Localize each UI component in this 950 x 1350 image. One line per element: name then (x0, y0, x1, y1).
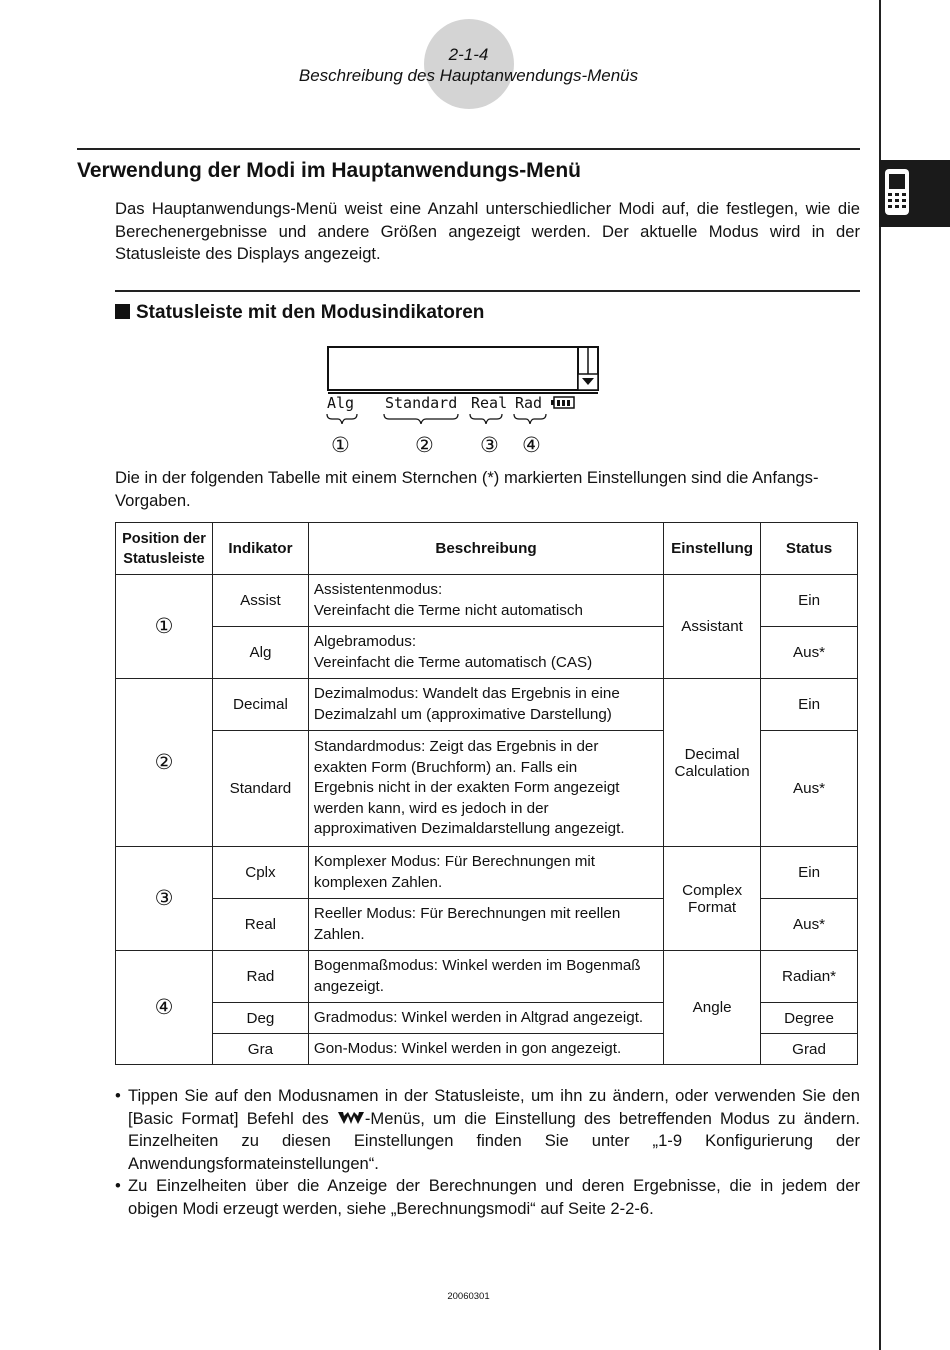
indicator-cell: Standard (212, 731, 308, 847)
indicator-cell: Real (212, 899, 308, 951)
bullet-item (115, 1085, 860, 1175)
modes-table (115, 522, 858, 1065)
description-cell: Gon-Modus: Winkel werden in gon angezeigt. (308, 1034, 663, 1065)
description-cell: Standardmodus: Zeigt das Ergebnis in der exakten Form (Bruchform) an. Falls ein Ergebnis nicht in der exakten Form angezeigt werden kann, wird es jedoch in der approximativen Dezimaldarstellung angezeigt. (308, 731, 663, 847)
indicator-cell: Assist (212, 575, 308, 627)
indicator-cell: Cplx (212, 847, 308, 899)
bullet-2-text: Zu Einzelheiten über die Anzeige der Berechnungen und deren Ergebnisse, die in jedem der obigen Modi erzeugt werden, siehe „Berechnungsmodi“ auf Seite 2-2-6. (128, 1176, 860, 1218)
subheading-rule (115, 290, 860, 292)
status-cell: Ein (761, 575, 858, 627)
status-cell: Aus* (761, 627, 858, 679)
status-cell: Degree (761, 1003, 858, 1034)
description-cell: Gradmodus: Winkel werden in Altgrad angezeigt. (308, 1003, 663, 1034)
indicator-standard: Standard (385, 394, 458, 412)
description-cell: Bogenmaßmodus: Winkel werden im Bogenmaß angezeigt. (308, 951, 663, 1003)
header-status: Status (761, 523, 858, 575)
indicator-cell: Deg (212, 1003, 308, 1034)
footer-code: 20060301 (447, 1291, 490, 1302)
heading-rule (77, 148, 860, 150)
bullet-list (115, 1085, 860, 1220)
bullet-1-text-a: Tippen Sie auf den Modusnamen in der Statusleiste, um ihn zu ändern, oder verwenden Sie den [Basic Format] Befehl des (128, 1086, 860, 1128)
table-row (116, 951, 858, 1003)
setting-cell: Assistant (664, 575, 761, 679)
bullet-item (115, 1175, 860, 1220)
square-bullet-icon (115, 304, 130, 319)
status-bar-figure (320, 344, 610, 424)
position-cell: ③ (116, 847, 213, 951)
callout-4: ④ (522, 434, 541, 457)
calculator-icon (884, 168, 910, 216)
indicator-cell: Gra (212, 1034, 308, 1065)
indicator-rad: Rad (515, 394, 543, 412)
page-heading: Verwendung der Modi im Hauptanwendungs-Menü (77, 159, 582, 182)
callout-1: ① (331, 434, 350, 457)
brace-3 (470, 414, 502, 424)
bullet-1-text-b: -Menüs, um die Einstellung des betreffenden Modus zu ändern. Einzelheiten zu diesen Einstellungen finden Sie unter „1-9 Konfigurierung der Anwendungsformateinstellungen“. (128, 1108, 860, 1173)
callout-3: ③ (480, 434, 499, 457)
bullet-dot: • (115, 1086, 121, 1105)
subheading (115, 302, 484, 324)
description-cell: Assistentenmodus: Vereinfacht die Terme nicht automatisch (308, 575, 663, 627)
section-title: Beschreibung des Hauptanwendungs-Menüs (298, 66, 639, 85)
intro-paragraph: Das Hauptanwendungs-Menü weist eine Anzahl unterschiedlicher Modi auf, die festlegen, wie die Berechenergebnisse und andere Größen angezeigt werden. Der aktuelle Modus wird in der Statusleiste des Displays angezeigt. (115, 199, 860, 263)
callout-2: ② (415, 434, 434, 457)
description-cell: Komplexer Modus: Für Berechnungen mit komplexen Zahlen. (308, 847, 663, 899)
header-indicator: Indikator (212, 523, 308, 575)
indicator-cell: Rad (212, 951, 308, 1003)
status-cell: Grad (761, 1034, 858, 1065)
menu-icon (337, 1110, 365, 1126)
table-row (116, 679, 858, 731)
status-cell: Aus* (761, 731, 858, 847)
position-cell: ② (116, 679, 213, 847)
position-cell: ④ (116, 951, 213, 1065)
status-cell: Ein (761, 847, 858, 899)
indicator-real: Real (471, 394, 508, 412)
position-cell: ① (116, 575, 213, 679)
brace-1 (327, 414, 357, 424)
indicator-alg: Alg (327, 394, 355, 412)
header-setting: Einstellung (664, 523, 761, 575)
chapter-tab (879, 160, 950, 227)
setting-cell: Decimal Calculation (664, 679, 761, 847)
description-cell: Dezimalmodus: Wandelt das Ergebnis in eine Dezimalzahl um (approximative Darstellung) (308, 679, 663, 731)
description-cell: Reeller Modus: Für Berechnungen mit reellen Zahlen. (308, 899, 663, 951)
table-row (116, 847, 858, 899)
status-cell: Aus* (761, 899, 858, 951)
indicator-cell: Decimal (212, 679, 308, 731)
status-cell: Radian* (761, 951, 858, 1003)
setting-cell: Complex Format (664, 847, 761, 951)
status-cell: Ein (761, 679, 858, 731)
table-row (116, 575, 858, 627)
header-position: Position der Statusleiste (116, 523, 213, 575)
battery-icon (551, 397, 574, 408)
brace-2 (384, 414, 458, 424)
header-description: Beschreibung (308, 523, 663, 575)
setting-cell: Angle (664, 951, 761, 1065)
subheading-text: Statusleiste mit den Modusindikatoren (136, 302, 485, 323)
table-intro: Die in der folgenden Tabelle mit einem Sternchen (*) markierten Einstellungen sind die Anfangs-Vorgaben. (115, 468, 819, 510)
bullet-dot: • (115, 1176, 121, 1195)
modes-table-body (116, 575, 858, 1065)
brace-4 (514, 414, 546, 424)
description-cell: Algebramodus: Vereinfacht die Terme automatisch (CAS) (308, 627, 663, 679)
page-number: 2-1-4 (448, 45, 489, 64)
indicator-cell: Alg (212, 627, 308, 679)
